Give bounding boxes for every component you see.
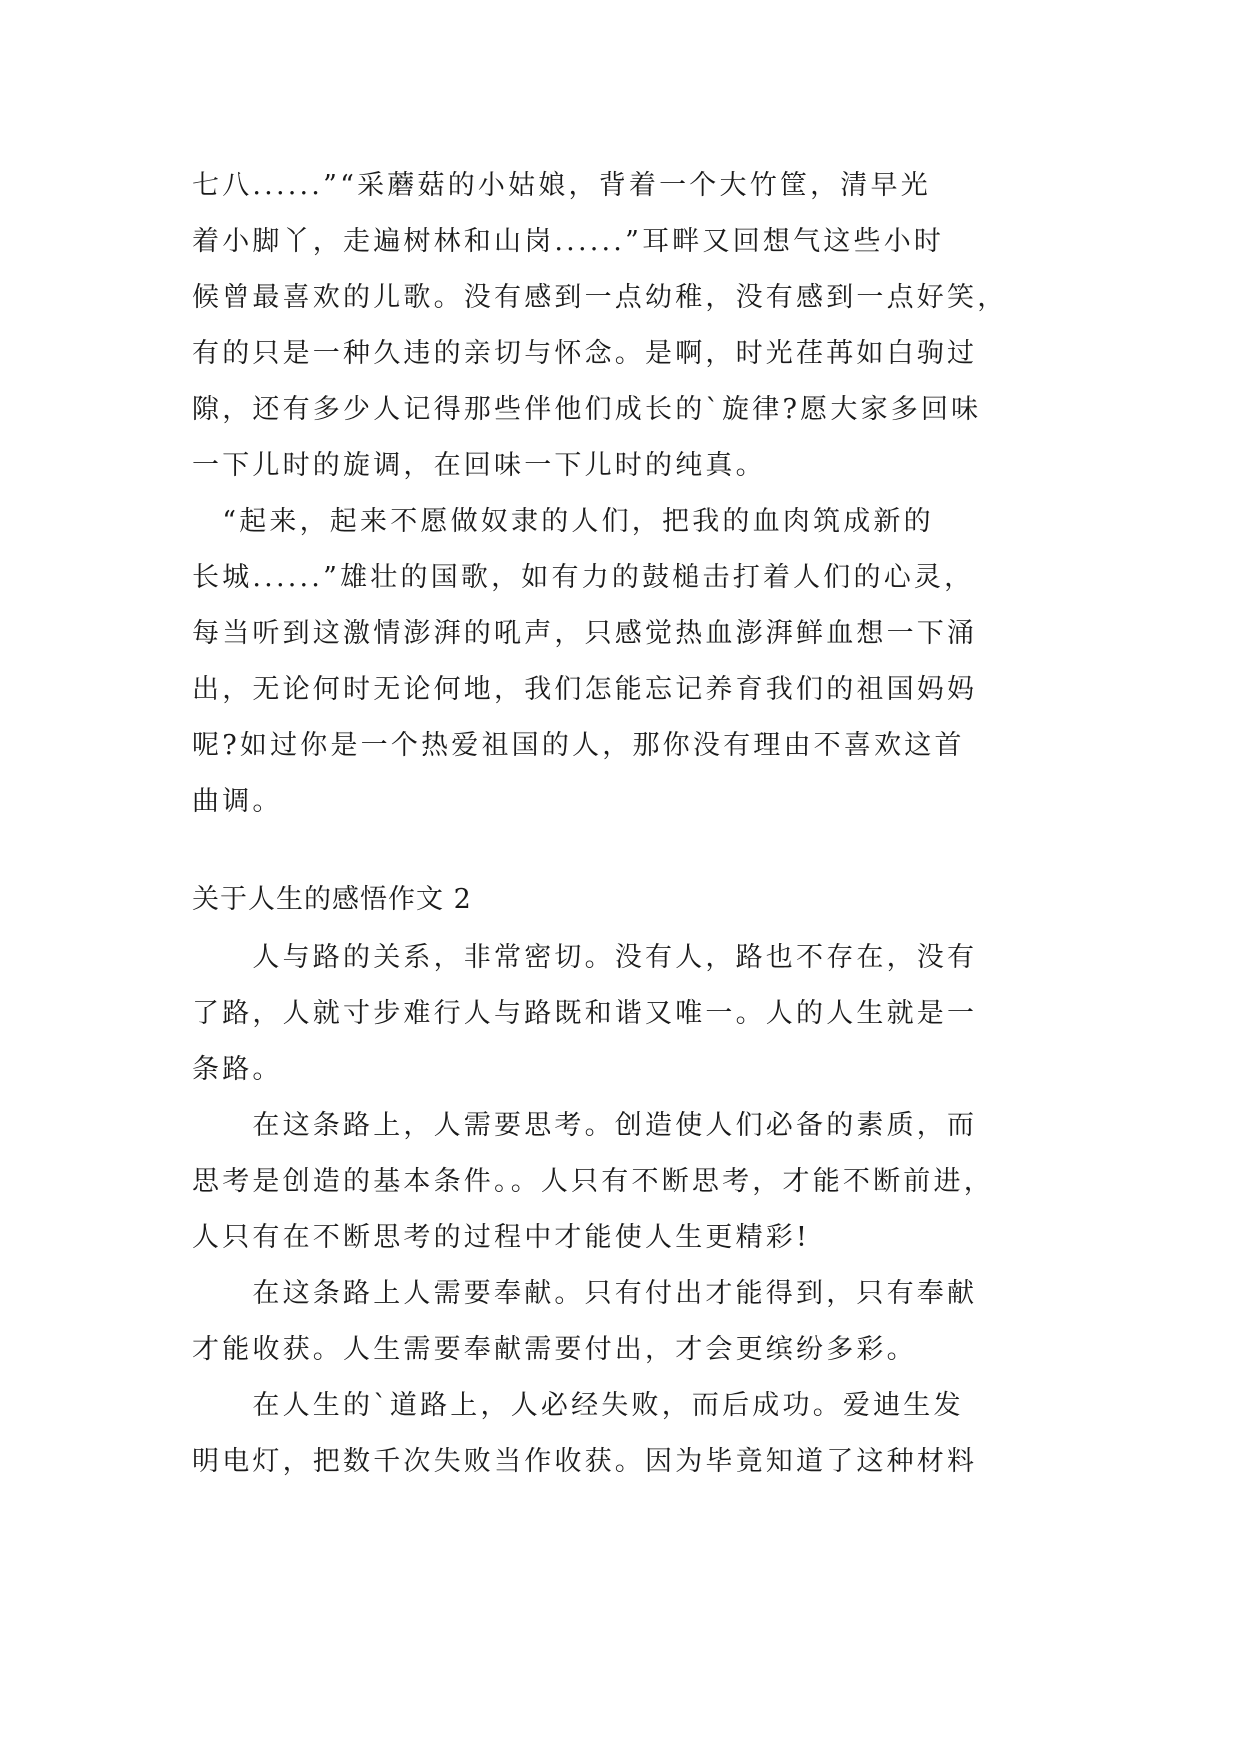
text-line: 着小脚丫，走遍树林和山岗......”耳畔又回想气这些小时	[192, 226, 945, 257]
text-line: 有的只是一种久违的亲切与怀念。是啊，时光荏苒如白驹过	[192, 338, 978, 369]
text-line: 呢?如过你是一个热爱祖国的人，那你没有理由不喜欢这首	[192, 730, 965, 761]
text-line: 在这条路上，人需要思考。创造使人们必备的素质，而	[192, 1110, 978, 1141]
text-line: 在人生的`道路上，人必经失败，而后成功。爱迪生发	[192, 1390, 964, 1421]
text-line: 每当听到这激情澎湃的吼声，只感觉热血澎湃鲜血想一下涌	[192, 618, 978, 649]
text-line: 条路。	[192, 1054, 283, 1085]
text-line: 隙，还有多少人记得那些伴他们成长的`旋律?愿大家多回味	[192, 394, 982, 425]
text-line: 长城......”雄壮的国歌，如有力的鼓槌击打着人们的心灵，	[192, 562, 975, 593]
paragraph	[192, 1378, 1052, 1490]
section-heading: 关于人生的感悟作文 2	[192, 884, 472, 915]
text-line: 曲调。	[192, 786, 283, 817]
paragraph	[192, 1098, 1052, 1266]
section-gap	[192, 830, 1052, 870]
text-line: 候曾最喜欢的儿歌。没有感到一点幼稚，没有感到一点好笑，	[192, 282, 1008, 313]
text-line: 出，无论何时无论何地，我们怎能忘记养育我们的祖国妈妈	[192, 674, 978, 705]
text-line: “起来，起来不愿做奴隶的人们，把我的血肉筑成新的	[192, 506, 934, 537]
document-page	[192, 158, 1052, 1490]
text-line: 人只有在不断思考的过程中才能使人生更精彩!	[192, 1222, 811, 1253]
text-line: 一下儿时的旋调，在回味一下儿时的纯真。	[192, 450, 766, 481]
paragraph	[192, 930, 1052, 1098]
paragraph	[192, 1266, 1052, 1378]
text-line: 才能收获。人生需要奉献需要付出，才会更缤纷多彩。	[192, 1334, 917, 1365]
text-line: 明电灯，把数千次失败当作收获。因为毕竟知道了这种材料	[192, 1446, 978, 1477]
text-line: 了路，人就寸步难行人与路既和谐又唯一。人的人生就是一	[192, 998, 978, 1029]
text-line: 在这条路上人需要奉献。只有付出才能得到，只有奉献	[192, 1278, 978, 1309]
paragraph	[192, 494, 1052, 830]
text-line: 人与路的关系，非常密切。没有人，路也不存在，没有	[192, 942, 978, 973]
text-line: 七八......”“采蘑菇的小姑娘，背着一个大竹筐，清早光	[192, 170, 931, 201]
text-line: 思考是创造的基本条件。。人只有不断思考，才能不断前进，	[192, 1166, 994, 1197]
paragraph	[192, 158, 1052, 494]
